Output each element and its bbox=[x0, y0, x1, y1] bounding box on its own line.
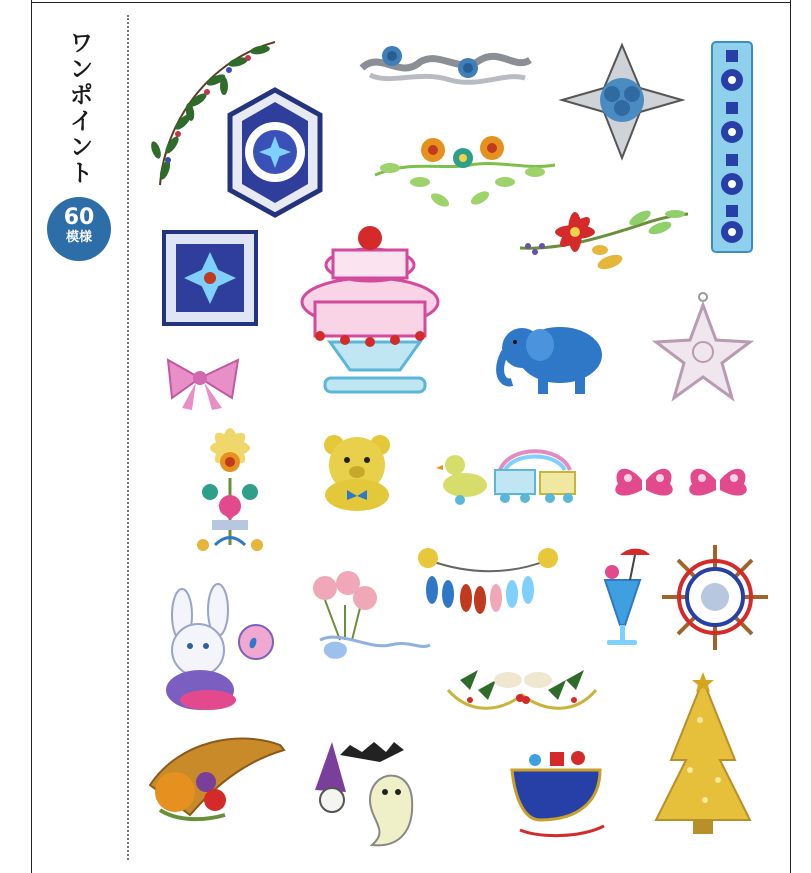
poinsettia-spray-motif bbox=[520, 208, 688, 272]
halloween-ghost-motif bbox=[315, 742, 412, 845]
blue-tile-border-motif bbox=[712, 42, 752, 252]
badge-unit: 模様 bbox=[65, 230, 92, 245]
sleigh-motif bbox=[512, 751, 604, 836]
layered-cake-motif bbox=[302, 226, 438, 392]
teddy-bear-motif bbox=[324, 435, 390, 511]
sandals-garland-motif bbox=[418, 548, 558, 614]
badge-count: 60 bbox=[63, 205, 95, 230]
carnation-bouquet-motif bbox=[313, 571, 430, 659]
flower-sprig-motif bbox=[375, 136, 555, 209]
blue-rose-scroll-motif bbox=[362, 46, 530, 82]
butterflies-motif bbox=[615, 469, 746, 496]
tropical-drink-motif bbox=[605, 549, 650, 645]
section-title: ワンポイント bbox=[65, 30, 93, 186]
cornucopia-motif bbox=[150, 738, 284, 819]
sunflower-stack-motif bbox=[197, 428, 263, 551]
bow-motif bbox=[168, 360, 238, 410]
gold-tree-motif bbox=[656, 672, 750, 834]
bunny-balloon-motif bbox=[166, 584, 273, 710]
star-ornament-motif bbox=[656, 293, 750, 398]
rose-medallion-motif bbox=[562, 45, 682, 158]
square-tile-motif bbox=[164, 232, 256, 324]
elephant-motif bbox=[500, 327, 602, 394]
ship-wheel-motif bbox=[662, 545, 768, 650]
duck-train-motif bbox=[436, 451, 575, 505]
holly-doves-motif bbox=[448, 670, 596, 708]
hexagon-tile-motif bbox=[230, 90, 320, 215]
